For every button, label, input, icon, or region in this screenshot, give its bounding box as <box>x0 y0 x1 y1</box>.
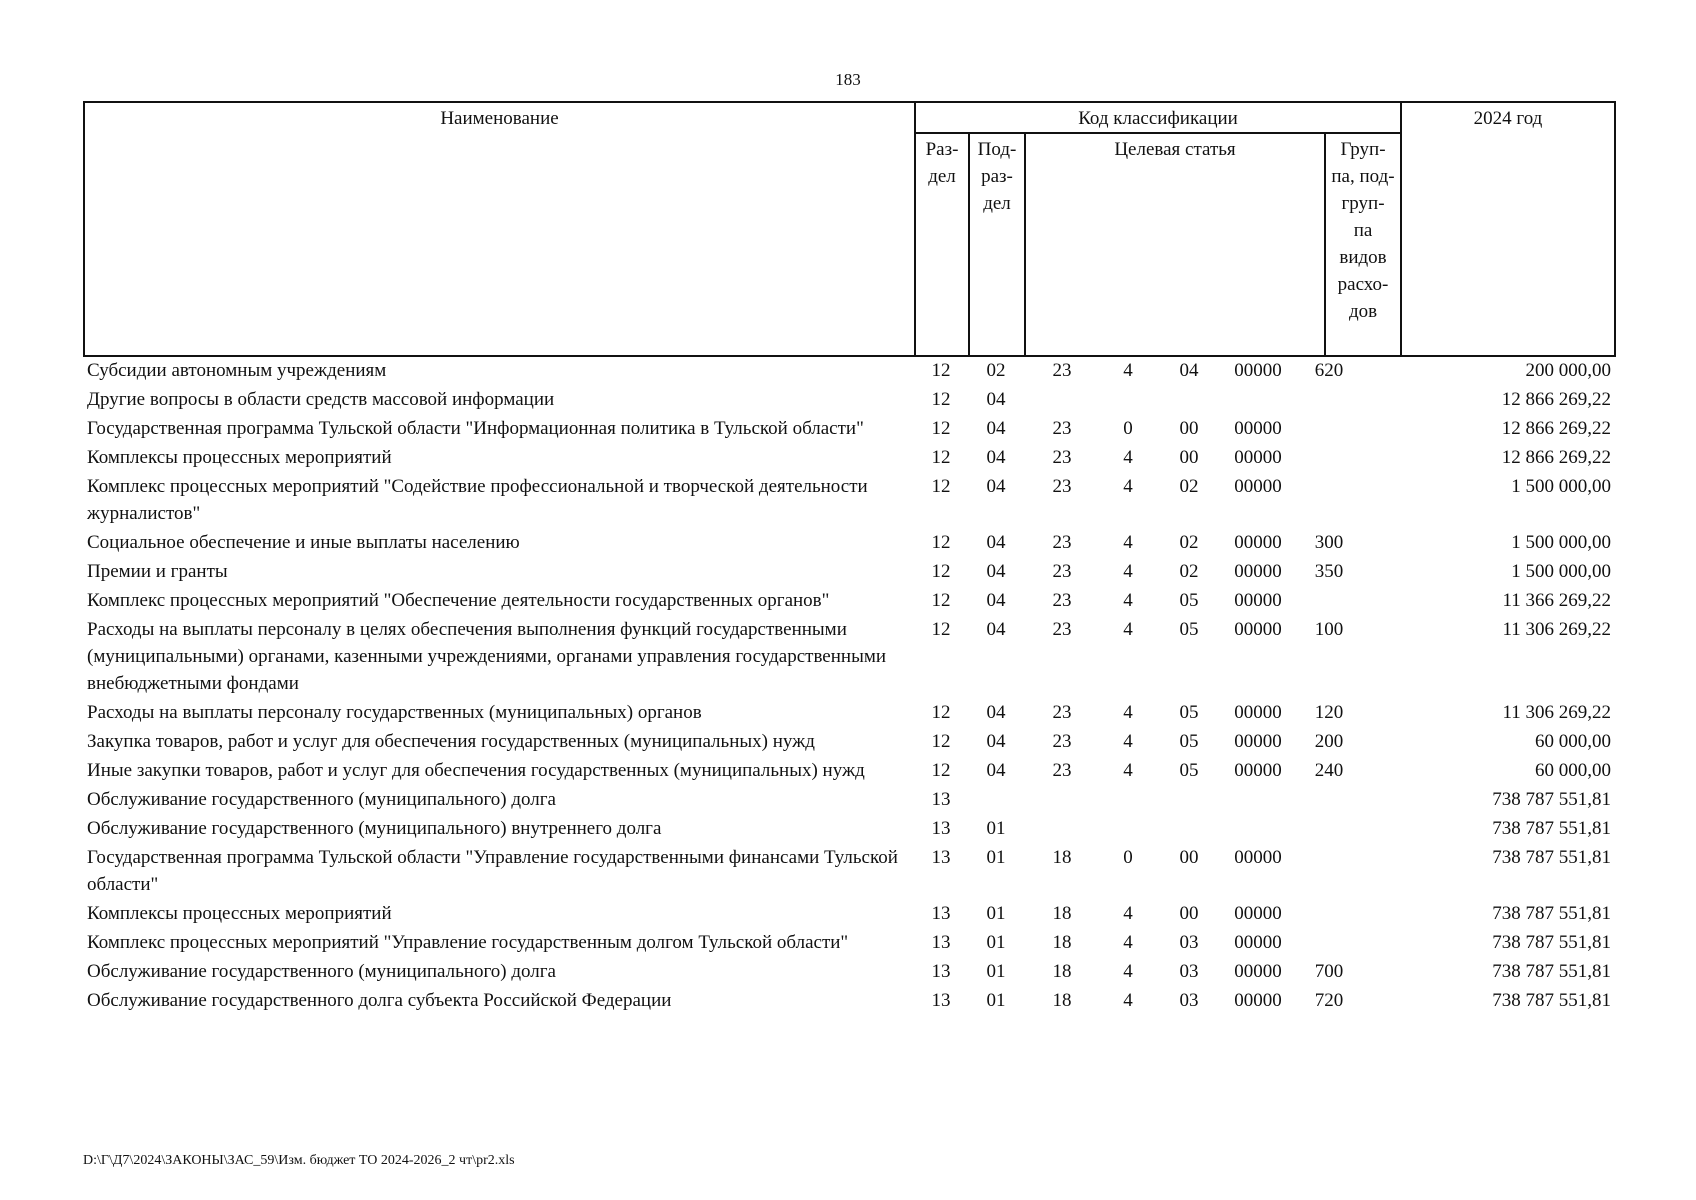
row-amount: 12 866 269,22 <box>1501 389 1611 410</box>
row-razdel: 12 <box>931 702 951 723</box>
row-cs-code: 00000 <box>1234 731 1282 752</box>
row-name: Обслуживание государственного долга субъекта Российской Федерации <box>87 990 672 1011</box>
row-cs-program: 23 <box>1052 590 1072 611</box>
table-row <box>83 958 1614 985</box>
row-cs-type: 4 <box>1123 702 1133 723</box>
row-cs-type: 4 <box>1123 932 1133 953</box>
table-row <box>83 587 1614 614</box>
row-cs-code: 00000 <box>1234 932 1282 953</box>
row-cs-code <box>1222 815 1294 842</box>
row-razdel: 12 <box>931 619 951 640</box>
header-subsection: Под- раз- дел <box>969 133 1025 356</box>
row-podrazdel: 04 <box>986 619 1006 640</box>
row-name: Государственная программа Тульской области "Управление государственными финансами Тульской области" <box>87 847 898 895</box>
header-target-article: Целевая статья <box>1025 133 1325 356</box>
row-expense-group <box>1294 473 1364 527</box>
row-name: Комплекс процессных мероприятий "Управление государственным долгом Тульской области" <box>87 932 849 953</box>
row-name: Обслуживание государственного (муниципального) внутреннего долга <box>87 818 662 839</box>
row-amount: 11 366 269,22 <box>1502 590 1611 611</box>
row-razdel: 13 <box>931 847 951 868</box>
table-header <box>83 101 1616 357</box>
row-name: Комплексы процессных мероприятий <box>87 447 392 468</box>
row-podrazdel: 04 <box>986 447 1006 468</box>
row-cs-type: 4 <box>1123 903 1133 924</box>
row-cs-code: 00000 <box>1234 619 1282 640</box>
row-cs-program: 23 <box>1052 532 1072 553</box>
table-row <box>83 415 1614 442</box>
row-razdel: 13 <box>931 818 951 839</box>
table-row <box>83 699 1614 726</box>
row-cs-type: 4 <box>1123 360 1133 381</box>
row-amount: 738 787 551,81 <box>1492 903 1611 924</box>
row-name: Расходы на выплаты персоналу в целях обеспечения выполнения функций государственными (муниципальными) органами, казенными учреждениями, органами управления государственными внебюджетными фондами <box>87 619 887 694</box>
table-row <box>83 529 1614 556</box>
row-name: Иные закупки товаров, работ и услуг для обеспечения государственных (муниципальных) нужд <box>87 760 865 781</box>
row-name: Комплексы процессных мероприятий <box>87 903 392 924</box>
row-amount: 11 306 269,22 <box>1502 702 1611 723</box>
row-podrazdel <box>968 786 1024 813</box>
row-podrazdel: 04 <box>986 532 1006 553</box>
row-razdel: 12 <box>931 447 951 468</box>
row-podrazdel: 01 <box>986 961 1006 982</box>
table-row <box>83 473 1614 527</box>
table-row <box>83 386 1614 413</box>
row-name: Закупка товаров, работ и услуг для обеспечения государственных (муниципальных) нужд <box>87 731 815 752</box>
row-cs-program: 23 <box>1052 447 1072 468</box>
row-amount: 12 866 269,22 <box>1501 418 1611 439</box>
row-amount: 738 787 551,81 <box>1492 990 1611 1011</box>
row-razdel: 13 <box>931 903 951 924</box>
row-cs-code: 00000 <box>1234 590 1282 611</box>
row-expense-group: 350 <box>1314 561 1344 582</box>
row-cs-direction: 05 <box>1179 702 1199 723</box>
row-razdel: 12 <box>931 418 951 439</box>
table-row <box>83 357 1614 384</box>
row-name: Другие вопросы в области средств массовой информации <box>87 389 555 410</box>
row-podrazdel: 04 <box>986 561 1006 582</box>
table-body <box>83 357 1614 1016</box>
table-row <box>83 815 1614 842</box>
row-cs-program: 18 <box>1052 847 1072 868</box>
row-cs-program: 18 <box>1052 903 1072 924</box>
row-cs-program: 23 <box>1052 731 1072 752</box>
row-cs-program: 23 <box>1052 760 1072 781</box>
row-cs-code <box>1222 386 1294 413</box>
row-cs-direction: 03 <box>1179 932 1199 953</box>
row-expense-group <box>1294 815 1364 842</box>
row-cs-direction: 05 <box>1179 760 1199 781</box>
row-cs-type: 4 <box>1123 447 1133 468</box>
row-cs-direction: 05 <box>1179 590 1199 611</box>
row-cs-type <box>1100 386 1156 413</box>
row-cs-code: 00000 <box>1234 961 1282 982</box>
row-podrazdel: 01 <box>986 903 1006 924</box>
header-name: Наименование <box>84 102 915 356</box>
row-razdel: 13 <box>931 990 951 1011</box>
table-row <box>83 786 1614 813</box>
row-amount: 60 000,00 <box>1535 760 1611 781</box>
row-cs-program <box>1024 786 1100 813</box>
row-razdel: 13 <box>931 932 951 953</box>
row-podrazdel: 01 <box>986 847 1006 868</box>
row-cs-type: 4 <box>1123 561 1133 582</box>
row-cs-code: 00000 <box>1234 360 1282 381</box>
row-expense-group: 100 <box>1314 619 1344 640</box>
row-cs-program <box>1024 815 1100 842</box>
row-cs-direction: 05 <box>1179 619 1199 640</box>
table-row <box>83 444 1614 471</box>
row-cs-type: 4 <box>1123 590 1133 611</box>
row-cs-direction: 00 <box>1179 847 1199 868</box>
table-row <box>83 900 1614 927</box>
row-razdel: 12 <box>931 360 951 381</box>
row-razdel: 12 <box>931 760 951 781</box>
header-classification: Код классификации <box>915 102 1401 133</box>
row-razdel: 12 <box>931 590 951 611</box>
row-podrazdel: 02 <box>986 360 1006 381</box>
row-name: Субсидии автономным учреждениям <box>87 360 387 381</box>
row-amount: 12 866 269,22 <box>1501 447 1611 468</box>
row-amount: 738 787 551,81 <box>1492 818 1611 839</box>
row-amount: 11 306 269,22 <box>1502 619 1611 640</box>
row-expense-group <box>1294 844 1364 898</box>
row-name: Обслуживание государственного (муниципального) долга <box>87 789 556 810</box>
row-cs-program: 23 <box>1052 418 1072 439</box>
row-cs-type: 4 <box>1123 990 1133 1011</box>
row-cs-type: 4 <box>1123 532 1133 553</box>
row-cs-program: 23 <box>1052 476 1072 497</box>
row-cs-type: 0 <box>1123 847 1133 868</box>
row-cs-direction: 00 <box>1179 447 1199 468</box>
row-cs-direction: 05 <box>1179 731 1199 752</box>
row-cs-code: 00000 <box>1234 418 1282 439</box>
table-row <box>83 757 1614 784</box>
row-cs-code: 00000 <box>1234 903 1282 924</box>
header-expense-group: Груп- па, под- груп- па видов расхо- дов <box>1325 133 1401 356</box>
row-amount: 738 787 551,81 <box>1492 932 1611 953</box>
row-razdel: 12 <box>931 389 951 410</box>
row-cs-direction: 03 <box>1179 990 1199 1011</box>
row-cs-code: 00000 <box>1234 847 1282 868</box>
row-name: Социальное обеспечение и иные выплаты населению <box>87 532 520 553</box>
row-cs-code: 00000 <box>1234 476 1282 497</box>
row-podrazdel: 04 <box>986 731 1006 752</box>
row-razdel: 12 <box>931 731 951 752</box>
row-cs-program <box>1024 386 1100 413</box>
row-amount: 1 500 000,00 <box>1511 561 1611 582</box>
row-name: Расходы на выплаты персоналу государственных (муниципальных) органов <box>87 702 702 723</box>
row-cs-type: 4 <box>1123 760 1133 781</box>
row-name: Премии и гранты <box>87 561 228 582</box>
row-cs-type: 4 <box>1123 961 1133 982</box>
row-cs-program: 18 <box>1052 961 1072 982</box>
row-cs-code <box>1222 786 1294 813</box>
row-expense-group: 300 <box>1314 532 1344 553</box>
header-year: 2024 год <box>1401 102 1615 356</box>
row-cs-code: 00000 <box>1234 990 1282 1011</box>
row-cs-program: 23 <box>1052 561 1072 582</box>
row-cs-type: 4 <box>1123 476 1133 497</box>
row-cs-direction: 02 <box>1179 561 1199 582</box>
row-podrazdel: 01 <box>986 990 1006 1011</box>
row-expense-group <box>1294 786 1364 813</box>
row-podrazdel: 04 <box>986 418 1006 439</box>
row-cs-direction: 02 <box>1179 476 1199 497</box>
table-row <box>83 616 1614 697</box>
row-cs-direction: 00 <box>1179 418 1199 439</box>
row-cs-direction: 03 <box>1179 961 1199 982</box>
row-cs-program: 23 <box>1052 619 1072 640</box>
row-razdel: 12 <box>931 476 951 497</box>
row-amount: 60 000,00 <box>1535 731 1611 752</box>
page-number: 183 <box>835 70 861 89</box>
row-name: Обслуживание государственного (муниципального) долга <box>87 961 556 982</box>
row-cs-direction <box>1156 815 1222 842</box>
row-podrazdel: 04 <box>986 590 1006 611</box>
row-name: Государственная программа Тульской области "Информационная политика в Тульской области" <box>87 418 864 439</box>
row-cs-program: 23 <box>1052 702 1072 723</box>
row-razdel: 12 <box>931 532 951 553</box>
row-name: Комплекс процессных мероприятий "Обеспечение деятельности государственных органов" <box>87 590 830 611</box>
row-amount: 738 787 551,81 <box>1492 961 1611 982</box>
row-cs-direction: 04 <box>1179 360 1199 381</box>
row-expense-group <box>1294 929 1364 956</box>
row-razdel: 13 <box>931 789 951 810</box>
row-cs-code: 00000 <box>1234 532 1282 553</box>
row-cs-type: 4 <box>1123 731 1133 752</box>
row-amount: 738 787 551,81 <box>1492 789 1611 810</box>
row-cs-direction <box>1156 786 1222 813</box>
row-expense-group: 120 <box>1314 702 1344 723</box>
row-podrazdel: 01 <box>986 932 1006 953</box>
row-cs-type <box>1100 786 1156 813</box>
row-expense-group: 200 <box>1314 731 1344 752</box>
row-expense-group: 620 <box>1314 360 1344 381</box>
row-expense-group: 240 <box>1314 760 1344 781</box>
row-cs-direction: 00 <box>1179 903 1199 924</box>
row-expense-group <box>1294 444 1364 471</box>
row-cs-program: 18 <box>1052 990 1072 1011</box>
row-podrazdel: 04 <box>986 702 1006 723</box>
row-expense-group <box>1294 386 1364 413</box>
row-podrazdel: 01 <box>986 818 1006 839</box>
table-row <box>83 728 1614 755</box>
header-section: Раз- дел <box>915 133 969 356</box>
row-name: Комплекс процессных мероприятий "Содействие профессиональной и творческой деятельности журналистов" <box>87 476 868 524</box>
row-amount: 1 500 000,00 <box>1511 476 1611 497</box>
row-cs-type <box>1100 815 1156 842</box>
row-amount: 738 787 551,81 <box>1492 847 1611 868</box>
row-podrazdel: 04 <box>986 476 1006 497</box>
row-razdel: 13 <box>931 961 951 982</box>
table-row <box>83 558 1614 585</box>
row-amount: 1 500 000,00 <box>1511 532 1611 553</box>
row-expense-group <box>1294 587 1364 614</box>
row-cs-direction <box>1156 386 1222 413</box>
row-podrazdel: 04 <box>986 760 1006 781</box>
row-cs-program: 18 <box>1052 932 1072 953</box>
row-cs-code: 00000 <box>1234 702 1282 723</box>
table-row <box>83 929 1614 956</box>
file-path-footer: D:\Г\Д7\2024\ЗАКОНЫ\ЗАС_59\Изм. бюджет ТО 2024-2026_2 чт\pr2.xls <box>83 1153 515 1168</box>
row-cs-direction: 02 <box>1179 532 1199 553</box>
row-expense-group <box>1294 900 1364 927</box>
table-row <box>83 987 1614 1014</box>
row-cs-code: 00000 <box>1234 760 1282 781</box>
row-razdel: 12 <box>931 561 951 582</box>
table-row <box>83 844 1614 898</box>
row-cs-type: 0 <box>1123 418 1133 439</box>
row-cs-code: 00000 <box>1234 447 1282 468</box>
row-expense-group: 700 <box>1314 961 1344 982</box>
row-podrazdel: 04 <box>986 389 1006 410</box>
row-cs-type: 4 <box>1123 619 1133 640</box>
row-cs-code: 00000 <box>1234 561 1282 582</box>
row-expense-group <box>1294 415 1364 442</box>
row-cs-program: 23 <box>1052 360 1072 381</box>
row-expense-group: 720 <box>1314 990 1344 1011</box>
row-amount: 200 000,00 <box>1525 360 1611 381</box>
